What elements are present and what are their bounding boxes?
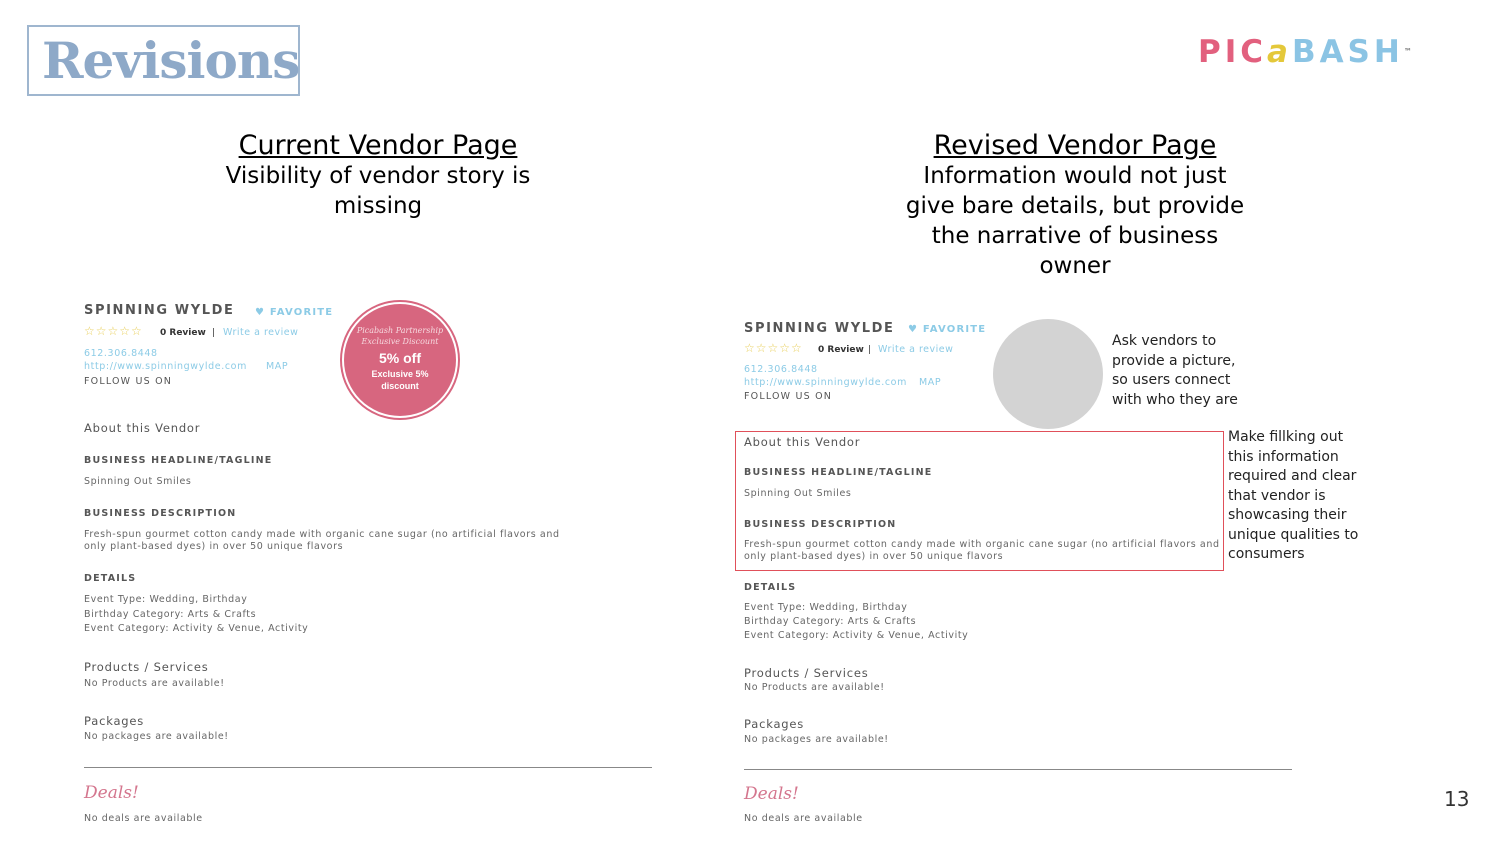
details-line: Event Category: Activity & Venue, Activity <box>84 623 309 634</box>
slide-title: Revisions <box>42 31 300 90</box>
rating-stars[interactable]: ☆☆☆☆☆ <box>744 341 803 355</box>
headline-value: Spinning Out Smiles <box>84 476 192 487</box>
vendor-name: SPINNING WYLDE <box>744 321 895 336</box>
review-count: 0 Review <box>160 328 206 338</box>
packages-value: No packages are available! <box>744 734 889 745</box>
about-vendor-heading: About this Vendor <box>84 421 201 435</box>
packages-heading: Packages <box>744 717 805 731</box>
logo-part-2: a <box>1267 34 1292 70</box>
details-label: DETAILS <box>744 582 797 593</box>
rating-stars[interactable]: ☆☆☆☆☆ <box>84 324 143 338</box>
details-line: Event Type: Wedding, Birthday <box>744 602 908 613</box>
deals-heading: Deals! <box>84 783 139 803</box>
map-link[interactable]: MAP <box>266 361 289 372</box>
left-subtitle-line: missing <box>333 193 423 219</box>
note-line: unique qualities to <box>1228 526 1359 543</box>
right-column-title: Revised Vendor Page <box>933 130 1217 161</box>
vendor-picture-placeholder <box>993 319 1103 429</box>
logo-part-3: BASH <box>1291 34 1404 70</box>
packages-value: No packages are available! <box>84 731 229 742</box>
highlight-box <box>735 431 1224 571</box>
deals-heading: Deals! <box>744 784 799 804</box>
divider <box>84 767 652 768</box>
separator: | <box>212 328 216 338</box>
left-column-header <box>178 131 578 221</box>
vendor-phone[interactable]: 612.306.8448 <box>744 364 818 375</box>
badge-line: Exclusive 5% <box>371 369 429 379</box>
vendor-phone[interactable]: 612.306.8448 <box>84 348 158 359</box>
note-line: with who they are <box>1112 391 1238 408</box>
picture-note <box>1112 332 1238 410</box>
right-subtitle-line: Information would not just <box>923 163 1227 189</box>
products-heading: Products / Services <box>744 666 869 680</box>
write-review-link[interactable]: Write a review <box>878 344 954 355</box>
description-line: Fresh-spun gourmet cotton candy made with organic cane sugar (no artificial flavors and <box>744 539 1220 550</box>
details-line: Birthday Category: Arts & Crafts <box>744 616 917 627</box>
packages-heading: Packages <box>84 714 145 728</box>
details-label: DETAILS <box>84 573 137 584</box>
badge-line: Picabash Partnership <box>356 326 444 335</box>
description-label: BUSINESS DESCRIPTION <box>84 508 237 519</box>
note-line: that vendor is <box>1228 487 1326 504</box>
follow-us-label: FOLLOW US ON <box>84 376 173 387</box>
note-line: Make fillking out <box>1228 429 1344 445</box>
note-line: Ask vendors to <box>1112 333 1217 349</box>
page-number: 13 <box>1444 787 1470 811</box>
badge-line: discount <box>381 381 419 391</box>
review-count: 0 Review <box>818 345 864 355</box>
products-heading: Products / Services <box>84 660 209 674</box>
separator: | <box>868 345 872 355</box>
description-line: Fresh-spun gourmet cotton candy made with organic cane sugar (no artificial flavors and <box>84 529 560 540</box>
logo-part-1: PIC <box>1198 34 1268 70</box>
vendor-name: SPINNING WYLDE <box>84 303 235 318</box>
details-line: Event Category: Activity & Venue, Activity <box>744 630 969 641</box>
discount-badge <box>344 304 456 416</box>
right-column-header <box>875 131 1275 281</box>
picabash-logo <box>1198 34 1412 70</box>
note-line: provide a picture, <box>1112 352 1236 369</box>
badge-discount: 5% off <box>379 350 421 366</box>
headline-label: BUSINESS HEADLINE/TAGLINE <box>744 467 933 478</box>
products-value: No Products are available! <box>744 682 885 693</box>
headline-value: Spinning Out Smiles <box>744 488 852 499</box>
deals-value: No deals are available <box>84 813 203 824</box>
left-subtitle-line: Visibility of vendor story is <box>225 163 531 189</box>
description-line: only plant-based dyes) in over 50 unique flavors <box>744 551 1004 562</box>
note-line: this information <box>1228 448 1339 465</box>
right-subtitle-line: give bare details, but provide <box>905 193 1245 219</box>
favorite-button[interactable]: ♥ FAVORITE <box>908 324 987 335</box>
details-line: Birthday Category: Arts & Crafts <box>84 609 257 620</box>
about-vendor-heading: About this Vendor <box>744 435 861 449</box>
logo-trademark: ™ <box>1403 47 1412 56</box>
description-line: only plant-based dyes) in over 50 unique flavors <box>84 541 344 552</box>
left-column-title: Current Vendor Page <box>238 130 518 161</box>
products-value: No Products are available! <box>84 678 225 689</box>
note-line: required and clear <box>1228 468 1357 484</box>
right-subtitle-line: the narrative of business <box>931 223 1219 249</box>
headline-label: BUSINESS HEADLINE/TAGLINE <box>84 455 273 466</box>
badge-line: Exclusive Discount <box>361 337 439 346</box>
deals-value: No deals are available <box>744 813 863 824</box>
note-line: showcasing their <box>1228 507 1347 523</box>
description-label: BUSINESS DESCRIPTION <box>744 519 897 530</box>
write-review-link[interactable]: Write a review <box>223 327 299 338</box>
favorite-button[interactable]: ♥ FAVORITE <box>255 307 334 318</box>
details-line: Event Type: Wedding, Birthday <box>84 594 248 605</box>
map-link[interactable]: MAP <box>919 377 942 388</box>
vendor-website-link[interactable]: http://www.spinningwylde.com <box>84 361 247 372</box>
divider <box>744 769 1292 770</box>
follow-us-label: FOLLOW US ON <box>744 391 833 402</box>
note-line: so users connect <box>1112 372 1231 388</box>
info-note <box>1228 428 1358 565</box>
note-line: consumers <box>1228 546 1305 562</box>
right-subtitle-line: owner <box>1039 253 1111 279</box>
vendor-website-link[interactable]: http://www.spinningwylde.com <box>744 377 907 388</box>
